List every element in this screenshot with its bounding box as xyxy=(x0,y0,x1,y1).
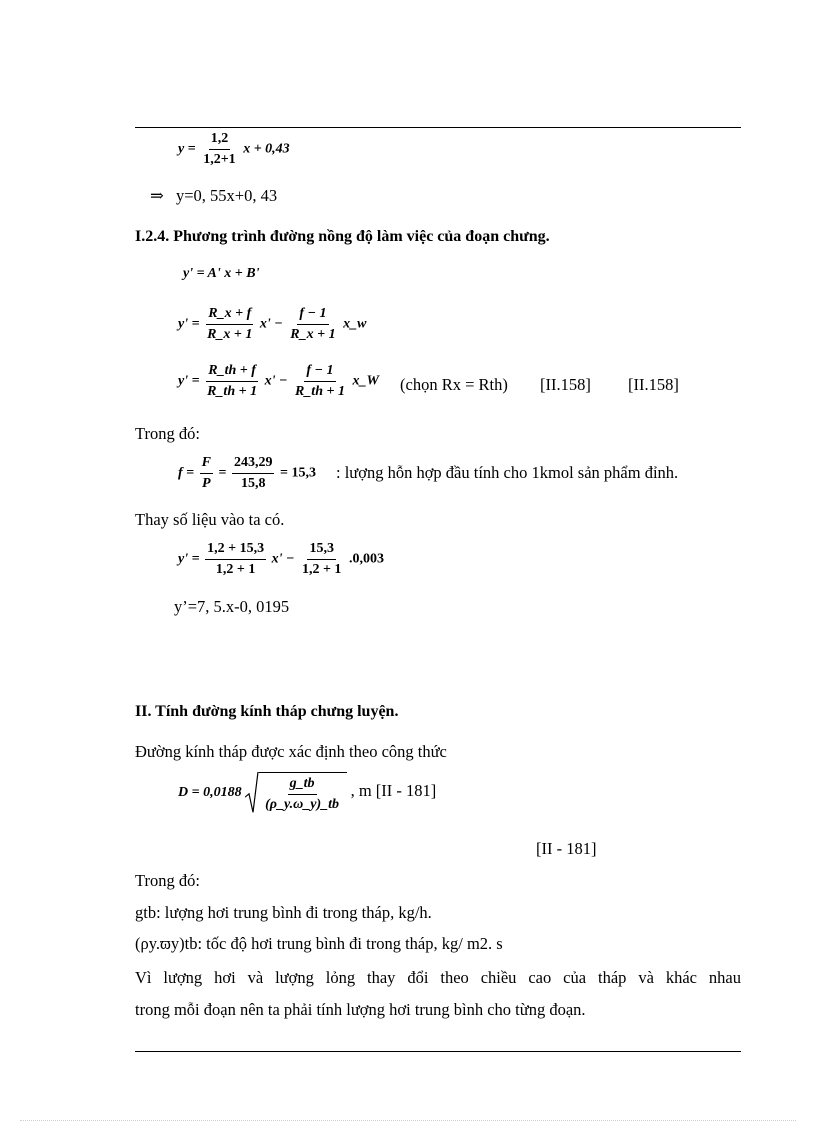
fraction-numerator: R_x + f xyxy=(206,305,253,325)
sqrt xyxy=(245,772,347,814)
equation-general-stripping xyxy=(178,305,366,344)
eq-term: x_w xyxy=(343,316,367,332)
eq-term: x' − xyxy=(264,373,288,389)
fraction-numerator: 15,3 xyxy=(307,540,336,560)
label-trong-do: Trong đó: xyxy=(135,424,200,443)
fraction-numerator: 1,2 + 15,3 xyxy=(205,540,266,560)
fraction-numerator: 243,29 xyxy=(232,454,275,474)
fraction xyxy=(293,362,347,401)
fraction xyxy=(205,540,266,579)
page-edge-dots xyxy=(20,1120,796,1121)
result-stripping-line: y’=7, 5.x-0, 0195 xyxy=(174,597,290,616)
eq-lhs: y' = xyxy=(178,316,200,332)
fraction xyxy=(300,540,343,579)
sqrt-body xyxy=(259,772,347,814)
eq-rest: .0,003 xyxy=(348,551,384,567)
feed-ratio-description: : lượng hỗn hợp đầu tính cho 1kmol sản phẩm đỉnh. xyxy=(336,463,679,482)
eq-term: x' − xyxy=(271,551,295,567)
fraction xyxy=(288,305,337,344)
fraction-denominator: P xyxy=(202,476,211,491)
fraction-numerator: g_tb xyxy=(288,775,317,795)
fraction-numerator: 1,2 xyxy=(209,130,231,150)
note-choice: (chọn Rx = Rth) xyxy=(400,375,508,394)
eq-sign: = xyxy=(218,465,227,481)
implies-icon: ⇒ xyxy=(150,186,164,205)
fraction-denominator: (ρ_y.ω_y)_tb xyxy=(265,797,340,812)
eq-sign: = xyxy=(187,141,196,157)
eq-term: x_W xyxy=(352,373,379,389)
paragraph-line: trong mỗi đoạn nên ta phải tính lượng hơi trung bình cho từng đoạn. xyxy=(135,1000,586,1019)
equation-linear-form xyxy=(183,266,260,282)
equation-y-reflux xyxy=(178,130,290,169)
eq-lhs: y' = xyxy=(178,551,200,567)
eq-term: x' − xyxy=(259,316,283,332)
reference: [II.158] xyxy=(628,375,679,394)
section-heading-1-2-4: I.2.4. Phương trình đường nồng độ làm việc của đoạn chưng. xyxy=(135,228,550,245)
fraction-denominator: 1,2 + 1 xyxy=(301,562,342,577)
top-rule xyxy=(135,127,741,128)
section-heading-2: II. Tính đường kính tháp chưng luyện. xyxy=(135,703,399,720)
equation-feed-ratio xyxy=(178,454,316,493)
intro-diameter: Đường kính tháp được xác định theo công thức xyxy=(135,742,447,761)
radical-icon xyxy=(245,772,259,814)
fraction-denominator: 1,2+1 xyxy=(203,152,236,167)
eq-result: = 15,3 xyxy=(279,465,316,481)
result-equation: y=0, 55x+0, 43 xyxy=(175,186,278,205)
fraction xyxy=(201,130,237,169)
equation-stripping-rth xyxy=(178,362,379,401)
eq-text: y' = A' x + B' xyxy=(183,266,260,281)
bottom-rule xyxy=(135,1051,741,1052)
eq-var: y xyxy=(178,141,185,157)
fraction-numerator: F xyxy=(200,454,213,474)
label-trong-do: Trong đó: xyxy=(135,871,200,890)
arrow-result-line xyxy=(150,186,277,206)
definition-vapor-speed: (ρy.ϖy)tb: tốc độ hơi trung bình đi trong tháp, kg/ m2. s xyxy=(135,934,503,953)
unit-and-reference: , m [II - 181] xyxy=(350,781,437,801)
label-thay-so: Thay số liệu vào ta có. xyxy=(135,510,285,529)
fraction xyxy=(232,454,275,493)
fraction-denominator: R_th + 1 xyxy=(207,384,258,399)
reference: [II.158] xyxy=(540,375,591,394)
fraction-numerator: f − 1 xyxy=(297,305,328,325)
fraction-denominator: 15,8 xyxy=(240,476,266,491)
fraction xyxy=(205,362,259,401)
fraction-denominator: R_th + 1 xyxy=(294,384,345,399)
fraction-numerator: f − 1 xyxy=(304,362,335,382)
eq-lhs: D = 0,0188 xyxy=(178,785,242,801)
equation-diameter xyxy=(178,772,436,814)
definition-gtb: gtb: lượng hơi trung bình đi trong tháp, kg/h. xyxy=(135,903,432,922)
fraction-denominator: R_x + 1 xyxy=(207,327,253,342)
eq-lhs: f = xyxy=(178,465,195,481)
fraction xyxy=(205,305,254,344)
fraction-numerator: R_th + f xyxy=(206,362,258,382)
fraction xyxy=(263,775,341,814)
fraction-denominator: 1,2 + 1 xyxy=(215,562,256,577)
fraction-denominator: R_x + 1 xyxy=(290,327,336,342)
eq-lhs: y' = xyxy=(178,373,200,389)
reference-right: [II - 181] xyxy=(536,839,597,858)
eq-rest: x + 0,43 xyxy=(243,141,290,157)
equation-substituted xyxy=(178,540,384,579)
fraction xyxy=(200,454,213,493)
paragraph-line: Vì lượng hơi và lượng lỏng thay đổi theo chiều cao của tháp và khác nhau xyxy=(135,968,741,987)
